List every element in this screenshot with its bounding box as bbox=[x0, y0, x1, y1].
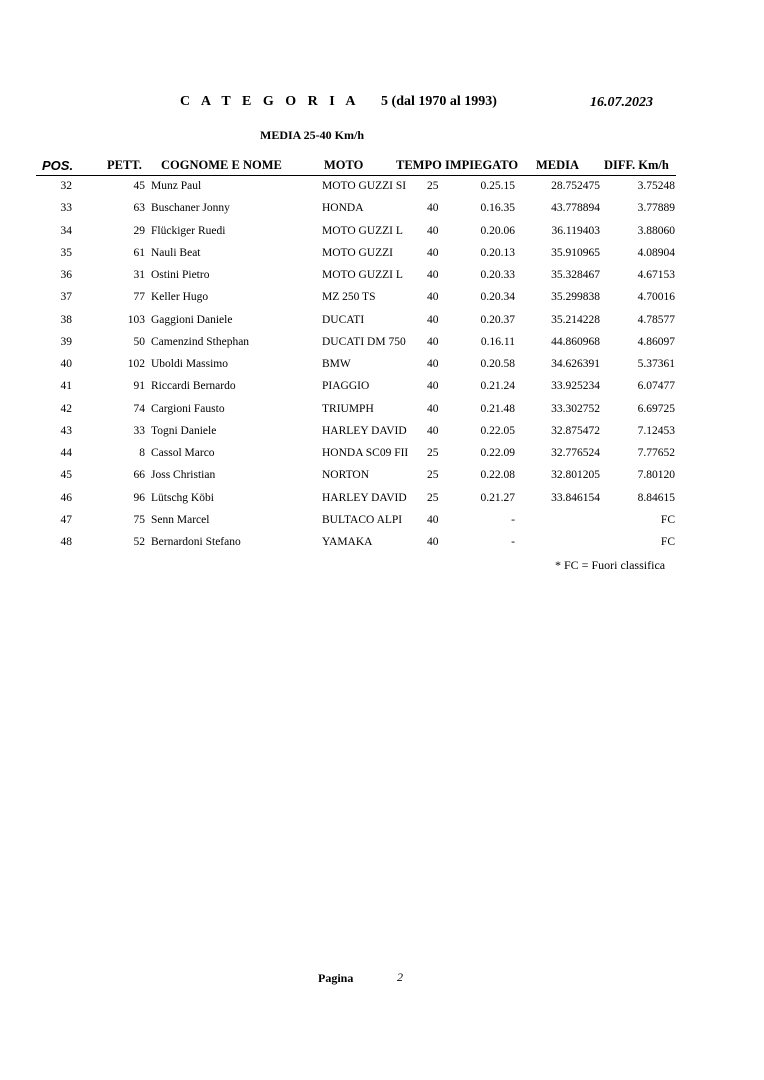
row-category: 40 bbox=[427, 269, 439, 281]
table-row bbox=[0, 287, 764, 309]
row-category: 40 bbox=[427, 291, 439, 304]
row-time: 0.22.08 bbox=[480, 469, 515, 482]
row-pett: 29 bbox=[133, 224, 145, 237]
row-moto: BULTACO ALPI bbox=[322, 513, 403, 526]
row-media: 35.299838 bbox=[551, 291, 600, 304]
row-name: Cargioni Fausto bbox=[151, 402, 225, 415]
row-name: Buschaner Jonny bbox=[151, 202, 230, 215]
row-category: 40 bbox=[427, 202, 439, 215]
row-diff: 7.80120 bbox=[637, 469, 675, 482]
table-row bbox=[0, 465, 764, 487]
row-time: 0.20.34 bbox=[480, 291, 515, 304]
row-pos: 46 bbox=[60, 491, 72, 504]
table-row bbox=[0, 310, 764, 332]
row-moto: MOTO GUZZI SI bbox=[322, 180, 407, 192]
media-range: MEDIA 25-40 Km/h bbox=[260, 128, 365, 142]
table-row bbox=[0, 488, 764, 510]
row-pos: 33 bbox=[60, 202, 72, 215]
table-row bbox=[0, 176, 764, 198]
row-name: Keller Hugo bbox=[151, 291, 209, 304]
row-category: 40 bbox=[427, 358, 439, 370]
row-moto: HARLEY DAVID bbox=[322, 424, 407, 437]
row-moto: HONDA SC09 FII bbox=[322, 447, 409, 459]
row-media: 35.910965 bbox=[551, 246, 600, 259]
event-date: 16.07.2023 bbox=[590, 95, 653, 110]
row-pett: 33 bbox=[133, 424, 145, 437]
row-name: Cassol Marco bbox=[151, 447, 215, 459]
row-pett: 61 bbox=[133, 246, 145, 259]
row-moto: MOTO GUZZI L bbox=[322, 224, 403, 237]
row-time: 0.20.37 bbox=[480, 313, 515, 326]
row-pos: 32 bbox=[60, 180, 72, 192]
row-pos: 44 bbox=[60, 447, 72, 459]
results-table bbox=[0, 176, 764, 554]
row-name: Camenzind Sthephan bbox=[151, 335, 250, 348]
row-pos: 34 bbox=[60, 224, 72, 237]
row-pett: 77 bbox=[133, 291, 145, 304]
row-diff: 4.86097 bbox=[637, 335, 675, 348]
row-diff: 7.12453 bbox=[637, 424, 675, 437]
row-time: 0.16.35 bbox=[480, 202, 515, 215]
row-pett: 8 bbox=[139, 447, 145, 459]
header-pos: POS. bbox=[42, 158, 74, 173]
row-pett: 63 bbox=[133, 202, 145, 215]
row-category: 40 bbox=[427, 224, 439, 237]
row-category: 25 bbox=[427, 180, 439, 192]
row-moto: YAMAKA bbox=[322, 536, 373, 548]
row-time: 0.25.15 bbox=[480, 180, 515, 192]
table-row bbox=[0, 221, 764, 243]
row-moto: BMW bbox=[322, 358, 351, 370]
footnote: * FC = Fuori classifica bbox=[555, 558, 666, 572]
row-diff: 5.37361 bbox=[637, 358, 675, 370]
row-time: 0.22.09 bbox=[480, 447, 515, 459]
row-name: Uboldi Massimo bbox=[151, 358, 228, 370]
row-pos: 47 bbox=[60, 513, 72, 526]
row-category: 40 bbox=[427, 402, 439, 415]
row-name: Ostini Pietro bbox=[151, 269, 210, 281]
header-name: COGNOME E NOME bbox=[161, 158, 282, 172]
row-media: 33.846154 bbox=[551, 491, 600, 504]
row-pos: 48 bbox=[60, 536, 72, 548]
row-pett: 91 bbox=[133, 380, 145, 393]
row-moto: DUCATI bbox=[322, 313, 365, 326]
header-tempo: TEMPO IMPIEGATO bbox=[396, 158, 519, 172]
row-media: 34.626391 bbox=[551, 358, 600, 370]
row-diff: 3.88060 bbox=[637, 224, 675, 237]
row-pett: 52 bbox=[133, 536, 145, 548]
row-diff: 6.69725 bbox=[637, 402, 675, 415]
row-category: 40 bbox=[427, 536, 439, 548]
header-diff: DIFF. Km/h bbox=[604, 158, 669, 172]
row-category: 40 bbox=[427, 313, 439, 326]
table-row bbox=[0, 198, 764, 220]
row-moto: DUCATI DM 750 bbox=[322, 335, 406, 348]
table-row bbox=[0, 376, 764, 398]
row-pett: 31 bbox=[133, 269, 145, 281]
row-name: Nauli Beat bbox=[151, 246, 201, 259]
row-pos: 41 bbox=[60, 380, 72, 393]
row-pos: 43 bbox=[60, 424, 72, 437]
row-category: 40 bbox=[427, 335, 439, 348]
row-pett: 66 bbox=[133, 469, 145, 482]
row-pos: 35 bbox=[60, 246, 72, 259]
table-row bbox=[0, 443, 764, 465]
row-media: 35.214228 bbox=[551, 313, 600, 326]
row-diff: 6.07477 bbox=[637, 380, 675, 393]
row-name: Senn Marcel bbox=[151, 513, 210, 526]
page-number: 2 bbox=[397, 970, 403, 984]
table-row bbox=[0, 421, 764, 443]
row-pett: 75 bbox=[133, 513, 145, 526]
row-media: 35.328467 bbox=[551, 269, 600, 281]
row-moto: TRIUMPH bbox=[322, 402, 374, 415]
row-time: - bbox=[511, 513, 515, 526]
row-time: 0.21.48 bbox=[480, 402, 515, 415]
row-moto: MOTO GUZZI L bbox=[322, 269, 403, 281]
category-range: 5 (dal 1970 al 1993) bbox=[381, 94, 497, 109]
row-pos: 36 bbox=[60, 269, 72, 281]
row-name: Riccardi Bernardo bbox=[151, 380, 236, 393]
row-time: 0.21.27 bbox=[480, 491, 515, 504]
row-diff: 8.84615 bbox=[637, 491, 675, 504]
table-row bbox=[0, 332, 764, 354]
header-media: MEDIA bbox=[536, 158, 580, 172]
row-diff: FC bbox=[660, 536, 675, 548]
table-row bbox=[0, 399, 764, 421]
row-time: - bbox=[511, 536, 515, 548]
category-title bbox=[180, 94, 497, 110]
row-time: 0.16.11 bbox=[480, 335, 515, 348]
row-name: Flückiger Ruedi bbox=[151, 224, 226, 237]
row-moto: NORTON bbox=[322, 469, 370, 482]
row-pos: 40 bbox=[60, 358, 72, 370]
row-time: 0.22.05 bbox=[480, 424, 515, 437]
row-category: 40 bbox=[427, 380, 439, 393]
row-category: 25 bbox=[427, 447, 439, 459]
row-moto: HONDA bbox=[322, 202, 364, 215]
table-row bbox=[0, 532, 764, 554]
row-media: 36.119403 bbox=[551, 224, 600, 237]
row-category: 40 bbox=[427, 513, 439, 526]
row-pett: 45 bbox=[133, 180, 145, 192]
row-moto: MOTO GUZZI bbox=[322, 246, 394, 259]
row-name: Munz Paul bbox=[151, 180, 202, 192]
row-media: 43.778894 bbox=[551, 202, 600, 215]
row-name: Bernardoni Stefano bbox=[151, 536, 241, 548]
row-media: 32.776524 bbox=[551, 447, 600, 459]
row-pos: 42 bbox=[60, 402, 72, 415]
row-pos: 39 bbox=[60, 335, 72, 348]
row-moto: PIAGGIO bbox=[322, 380, 370, 393]
row-pett: 50 bbox=[133, 335, 145, 348]
row-pett: 103 bbox=[127, 313, 145, 326]
page-label: Pagina bbox=[318, 971, 354, 985]
row-category: 25 bbox=[427, 469, 439, 482]
row-name: Joss Christian bbox=[151, 469, 216, 482]
row-moto: HARLEY DAVID bbox=[322, 491, 407, 504]
row-name: Lütschg Köbi bbox=[151, 491, 214, 504]
row-time: 0.20.33 bbox=[480, 269, 515, 281]
row-pos: 38 bbox=[60, 313, 72, 326]
header-moto: MOTO bbox=[324, 158, 364, 172]
row-media: 32.801205 bbox=[551, 469, 600, 482]
row-moto: MZ 250 TS bbox=[322, 291, 376, 304]
row-diff: 4.08904 bbox=[637, 246, 675, 259]
row-category: 25 bbox=[427, 491, 439, 504]
row-time: 0.20.58 bbox=[480, 358, 515, 370]
row-diff: 4.70016 bbox=[637, 291, 675, 304]
table-row bbox=[0, 265, 764, 287]
row-pett: 74 bbox=[133, 402, 145, 415]
table-row bbox=[0, 510, 764, 532]
row-name: Gaggioni Daniele bbox=[151, 313, 233, 326]
row-name: Togni Daniele bbox=[151, 424, 217, 437]
row-media: 33.302752 bbox=[551, 402, 600, 415]
row-diff: 4.78577 bbox=[637, 313, 675, 326]
row-diff: 7.77652 bbox=[637, 447, 675, 459]
header-pett: PETT. bbox=[107, 158, 142, 172]
row-pett: 96 bbox=[133, 491, 145, 504]
row-diff: 4.67153 bbox=[637, 269, 675, 281]
row-pos: 45 bbox=[60, 469, 72, 482]
row-diff: 3.77889 bbox=[637, 202, 675, 215]
row-category: 40 bbox=[427, 246, 439, 259]
row-time: 0.20.13 bbox=[480, 246, 515, 259]
row-pos: 37 bbox=[60, 291, 72, 304]
row-time: 0.21.24 bbox=[480, 380, 515, 393]
row-time: 0.20.06 bbox=[480, 224, 515, 237]
table-row bbox=[0, 354, 764, 376]
row-pett: 102 bbox=[127, 358, 145, 370]
row-media: 32.875472 bbox=[551, 424, 600, 437]
row-media: 28.752475 bbox=[551, 180, 600, 192]
row-category: 40 bbox=[427, 424, 439, 437]
row-media: 44.860968 bbox=[551, 335, 600, 348]
table-row bbox=[0, 243, 764, 265]
row-diff: FC bbox=[660, 513, 675, 526]
category-label: C A T E G O R I A bbox=[180, 94, 360, 109]
row-diff: 3.75248 bbox=[637, 180, 675, 192]
row-media: 33.925234 bbox=[551, 380, 600, 393]
